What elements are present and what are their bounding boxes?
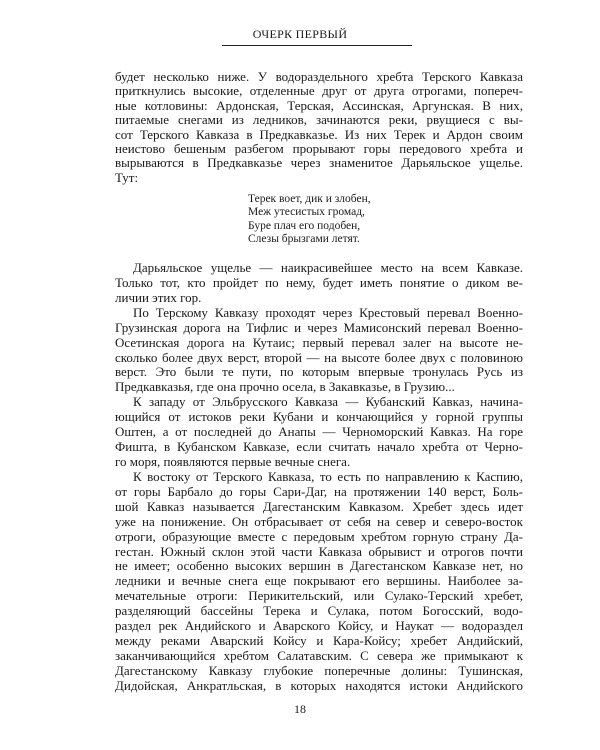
text-line: разделяющий бассейны Терека и Сулака, потом Богосский, водо- bbox=[115, 604, 523, 619]
text-line: сот Терского Кавказа в Предкавказье. Из них Терек и Ардон своим bbox=[115, 127, 523, 142]
text-line: Тут: bbox=[115, 170, 139, 185]
text-line: ющийся от истоков реки Кубани и кончающийся у горной группы bbox=[115, 410, 523, 425]
text-line: шой Кавказ называется Дагестанским Кавказом. Хребет здесь идет bbox=[115, 499, 523, 514]
running-head: ОЧЕРК ПЕРВЫЙ bbox=[252, 27, 348, 41]
text-line: отроги, образующие вместе с передовым хребтом горную страну Да- bbox=[115, 529, 523, 544]
text-line: Оштен, а от последней до Анапы — Черноморский Кавказ. На горе bbox=[115, 425, 523, 440]
poem-line: Терек воет, дик и злобен, bbox=[248, 193, 371, 205]
text-line: Дидойская, Анкратльская, в которых находятся истоки Андийского bbox=[115, 678, 523, 693]
poem-line: Буре плач его подобен, bbox=[248, 219, 361, 232]
text-line: Предкавказья, где она прочно осела, в Закавказье, в Грузию... bbox=[115, 380, 455, 395]
text-line: уже на понижение. Он отбрасывает от себя на север и северо-восток bbox=[115, 514, 523, 529]
text-line: Дарьяльское ущелье — наикрасивейшее место на всем Кавказе. bbox=[133, 261, 523, 275]
text-line: ные котловины: Ардонская, Терская, Ассинская, Аргунская. В них, bbox=[115, 98, 523, 113]
text-line: верст. Это были те пути, по которым впервые тронулась Русь из bbox=[115, 365, 523, 380]
text-line: вырываются в Предкавказье через знаменитое Дарьяльское ущелье. bbox=[115, 156, 523, 171]
text-line: приткнулись высокие, отделенные друг от друга отрогами, попереч- bbox=[115, 84, 523, 99]
text-line: не имеет; особенно высоких вершин в Дагестанском Кавказе нет, но bbox=[115, 559, 523, 574]
page-number: 18 bbox=[294, 702, 306, 716]
text-line: К западу от Эльбрусского Кавказа — Кубанский Кавказ, начина- bbox=[133, 395, 523, 410]
text-line: сколько более двух верст, второй — на высоте более двух с половиною bbox=[115, 350, 523, 365]
text-line: По Терскому Кавказу проходят через Крестовый перевал Военно- bbox=[133, 305, 523, 320]
paragraph bbox=[115, 470, 523, 694]
text-line: К востоку от Терского Кавказа, то есть по направлению к Каспию, bbox=[133, 469, 523, 484]
text-line: между реками Аварский Койсу и Кара-Койсу; хребет Андийский, bbox=[115, 634, 523, 649]
paragraph bbox=[115, 306, 523, 396]
opening-paragraph bbox=[115, 70, 523, 185]
text-line: Фишта, в Кубанском Кавказе, если считать начало хребта от Черно- bbox=[115, 440, 523, 455]
text-line: Только тот, кто пройдет по нему, будет иметь понятие о диком ве- bbox=[115, 275, 523, 290]
text-line: го моря, появляются первые вечные снега. bbox=[115, 454, 351, 469]
text-line: неистово бешеным разбегом прорывают горы передового хребта и bbox=[115, 141, 523, 156]
text-line: раздел рек Андийского и Аварского Койсу, и Наукат — водораздел bbox=[115, 619, 523, 634]
body-text bbox=[115, 261, 523, 694]
text-line: ледники и вечные снега еще покрывают его вершины. Наиболее за- bbox=[115, 574, 523, 589]
text-line: от горы Барбало до горы Сари-Даг, на протяжении 140 верст, Боль- bbox=[115, 484, 523, 499]
poem-line: Слезы брызгами летят. bbox=[248, 233, 360, 246]
text-line: Дагестанскому Кавказу глубокие поперечные долины: Тушинская, bbox=[115, 663, 523, 678]
paragraph bbox=[115, 261, 523, 306]
paragraph bbox=[115, 395, 523, 470]
text-line: будет несколько ниже. У водораздельного хребта Терского Кавказа bbox=[115, 70, 523, 84]
poem-line: Меж утесистых громад, bbox=[248, 206, 365, 219]
header-rule bbox=[222, 45, 412, 46]
text-line: гестан. Южный склон этой части Кавказа обрывист и отрогов почти bbox=[115, 544, 523, 559]
text-line: мечательные отроги: Перикительский, или Сулако-Терский хребет, bbox=[115, 589, 523, 604]
text-line: питаемые снегами из ледников, зачинаются реки, рвущиеся с вы- bbox=[115, 113, 523, 128]
poem-quote bbox=[248, 193, 371, 247]
text-line: заканчивающийся хребтом Салатавским. С севера же примыкают к bbox=[115, 648, 523, 663]
text-line: Осетинская дорога на Кутаис; первый перевал залег на высоте не- bbox=[115, 335, 523, 350]
text-line: Грузинская дорога на Тифлис и через Мамисонский перевал Военно- bbox=[115, 320, 523, 335]
text-line: личии этих гор. bbox=[115, 290, 202, 305]
